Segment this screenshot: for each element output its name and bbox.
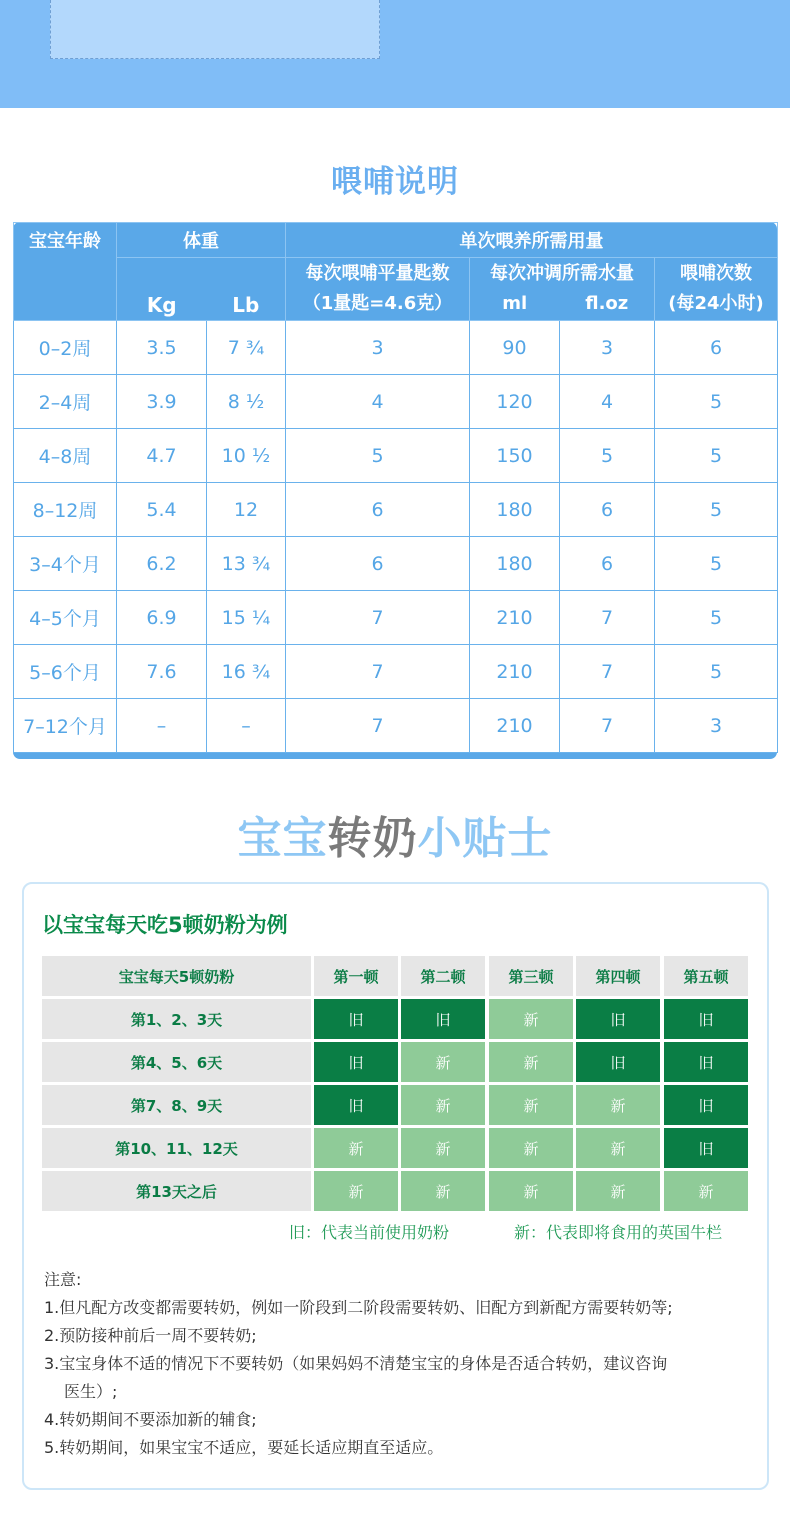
header-per-feed: 单次喂养所需用量	[286, 223, 778, 258]
header-kg: Kg	[146, 293, 177, 317]
schedule-row-label: 第10、11、12天	[42, 1128, 311, 1168]
cell-age: 5–6个月	[14, 645, 117, 699]
cell-lb: 13 ¾	[207, 537, 286, 591]
cell-lb: 8 ½	[207, 375, 286, 429]
top-banner	[0, 0, 790, 108]
schedule-header-meal: 第一顿	[314, 956, 398, 996]
header-scoops-line1: 每次喂哺平量匙数	[305, 263, 450, 284]
cell-scoops: 7	[286, 699, 470, 753]
feeding-table-container	[13, 222, 777, 759]
schedule-row-label: 第13天之后	[42, 1171, 311, 1211]
schedule-cell: 旧	[314, 1085, 398, 1125]
cell-scoops: 7	[286, 645, 470, 699]
table-row	[14, 375, 778, 429]
cell-kg: 4.7	[117, 429, 207, 483]
schedule-row-label: 第4、5、6天	[42, 1042, 311, 1082]
cell-scoops: 7	[286, 591, 470, 645]
header-times-line2: (每24小时)	[668, 293, 764, 314]
note-item: 5.转奶期间，如果宝宝不适应，要延长适应期直至适应。	[44, 1438, 444, 1457]
table-row	[14, 429, 778, 483]
schedule-cell: 旧	[664, 1042, 748, 1082]
tips-title-part2: 转奶	[327, 813, 418, 864]
cell-times: 5	[655, 645, 778, 699]
cell-age: 4–5个月	[14, 591, 117, 645]
cell-ml: 210	[470, 699, 560, 753]
cell-ml: 210	[470, 591, 560, 645]
cell-kg: 6.9	[117, 591, 207, 645]
cell-age: 2–4周	[14, 375, 117, 429]
header-ml: ml	[502, 293, 528, 314]
cell-floz: 7	[560, 699, 655, 753]
schedule-cell: 旧	[664, 1085, 748, 1125]
cell-lb: 7 ¾	[207, 321, 286, 375]
note-item: 2.预防接种前后一周不要转奶;	[44, 1326, 257, 1345]
notes-section	[44, 1266, 754, 1462]
header-water-line1: 每次冲调所需水量	[490, 263, 634, 284]
schedule-cell: 旧	[664, 999, 748, 1039]
cell-times: 5	[655, 537, 778, 591]
schedule-cell: 新	[489, 999, 573, 1039]
cell-kg: 3.9	[117, 375, 207, 429]
table-row	[14, 699, 778, 753]
cell-floz: 7	[560, 591, 655, 645]
cell-floz: 6	[560, 537, 655, 591]
header-weight-label: 体重	[183, 231, 219, 252]
schedule-header-meal: 第四顿	[576, 956, 660, 996]
header-weight	[117, 223, 286, 258]
tips-title-part3: 小贴士	[417, 813, 553, 864]
schedule-cell: 新	[401, 1128, 485, 1168]
cell-scoops: 5	[286, 429, 470, 483]
switching-tips-title	[0, 802, 790, 866]
top-banner-panel	[50, 0, 380, 59]
header-weight-units	[117, 258, 286, 321]
cell-times: 6	[655, 321, 778, 375]
schedule-header-meal: 第三顿	[489, 956, 573, 996]
legend-new: 新：代表即将食用的英国牛栏	[514, 1223, 723, 1242]
schedule-header-meal: 第五顿	[664, 956, 748, 996]
table-row	[14, 483, 778, 537]
schedule-cell: 新	[401, 1042, 485, 1082]
table-row	[14, 321, 778, 375]
cell-floz: 6	[560, 483, 655, 537]
cell-times: 5	[655, 483, 778, 537]
header-floz: fl.oz	[585, 293, 629, 314]
cell-scoops: 4	[286, 375, 470, 429]
tips-box-title: 以宝宝每天吃5顿奶粉为例	[42, 913, 288, 937]
schedule-row-label: 第1、2、3天	[42, 999, 311, 1039]
cell-scoops: 6	[286, 483, 470, 537]
cell-age: 3–4个月	[14, 537, 117, 591]
cell-ml: 150	[470, 429, 560, 483]
cell-age: 7–12个月	[14, 699, 117, 753]
cell-age: 4–8周	[14, 429, 117, 483]
schedule-cell: 新	[401, 1085, 485, 1125]
table-row	[14, 645, 778, 699]
cell-times: 5	[655, 591, 778, 645]
cell-lb: 12	[207, 483, 286, 537]
cell-ml: 180	[470, 537, 560, 591]
cell-lb: –	[207, 699, 286, 753]
header-scoops	[286, 258, 470, 321]
cell-ml: 90	[470, 321, 560, 375]
cell-kg: –	[117, 699, 207, 753]
cell-kg: 6.2	[117, 537, 207, 591]
schedule-cell: 旧	[576, 1042, 660, 1082]
schedule-header-meal: 第二顿	[401, 956, 485, 996]
schedule-cell: 新	[314, 1128, 398, 1168]
schedule-cell: 旧	[576, 999, 660, 1039]
schedule-cell: 新	[314, 1171, 398, 1211]
schedule-cell: 新	[401, 1171, 485, 1211]
cell-times: 5	[655, 429, 778, 483]
header-age: 宝宝年龄	[14, 223, 117, 321]
cell-times: 5	[655, 375, 778, 429]
table-row	[14, 537, 778, 591]
header-times-line1: 喂哺次数	[680, 263, 752, 284]
cell-scoops: 6	[286, 537, 470, 591]
cell-lb: 15 ¼	[207, 591, 286, 645]
cell-age: 8–12周	[14, 483, 117, 537]
legend-old: 旧：代表当前使用奶粉	[289, 1223, 450, 1242]
schedule-header-label: 宝宝每天5顿奶粉	[42, 956, 311, 996]
cell-ml: 120	[470, 375, 560, 429]
notes-title: 注意:	[44, 1270, 82, 1289]
cell-lb: 10 ½	[207, 429, 286, 483]
note-item: 3.宝宝身体不适的情况下不要转奶（如果妈妈不清楚宝宝的身体是否适合转奶，建议咨询	[44, 1354, 668, 1373]
schedule-cell: 新	[664, 1171, 748, 1211]
cell-times: 3	[655, 699, 778, 753]
note-item: 医生）;	[64, 1382, 118, 1401]
cell-floz: 5	[560, 429, 655, 483]
cell-ml: 180	[470, 483, 560, 537]
cell-floz: 7	[560, 645, 655, 699]
cell-lb: 16 ¾	[207, 645, 286, 699]
schedule-cell: 新	[489, 1085, 573, 1125]
header-times	[655, 258, 778, 321]
feeding-table	[13, 222, 778, 753]
switching-tips-box	[22, 882, 769, 1490]
cell-scoops: 3	[286, 321, 470, 375]
schedule-cell: 新	[576, 1128, 660, 1168]
header-lb: Lb	[232, 293, 260, 317]
schedule-cell: 新	[576, 1171, 660, 1211]
schedule-cell: 新	[489, 1128, 573, 1168]
cell-ml: 210	[470, 645, 560, 699]
feeding-guide-title: 喂哺说明	[331, 164, 459, 200]
note-item: 4.转奶期间不要添加新的辅食;	[44, 1410, 257, 1429]
tips-title-part1: 宝宝	[237, 813, 328, 864]
cell-floz: 3	[560, 321, 655, 375]
schedule-cell: 旧	[314, 1042, 398, 1082]
cell-floz: 4	[560, 375, 655, 429]
cell-kg: 3.5	[117, 321, 207, 375]
schedule-cell: 新	[489, 1042, 573, 1082]
schedule-cell: 旧	[314, 999, 398, 1039]
schedule-row-label: 第7、8、9天	[42, 1085, 311, 1125]
schedule-cell: 旧	[401, 999, 485, 1039]
cell-kg: 5.4	[117, 483, 207, 537]
header-scoops-line2: （1量匙=4.6克）	[302, 293, 453, 314]
schedule-cell: 新	[576, 1085, 660, 1125]
schedule-cell: 新	[489, 1171, 573, 1211]
table-row	[14, 591, 778, 645]
schedule-cell: 旧	[664, 1128, 748, 1168]
cell-kg: 7.6	[117, 645, 207, 699]
note-item: 1.但凡配方改变都需要转奶，例如一阶段到二阶段需要转奶、旧配方到新配方需要转奶等;	[44, 1298, 673, 1317]
header-water	[470, 258, 655, 321]
cell-age: 0–2周	[14, 321, 117, 375]
